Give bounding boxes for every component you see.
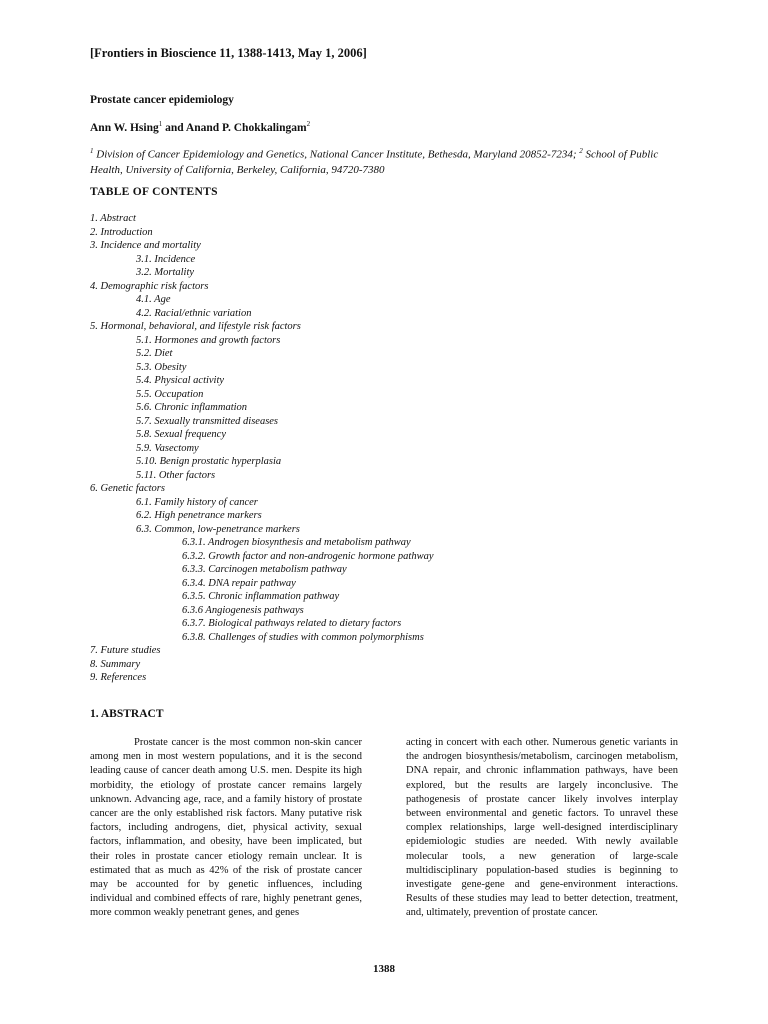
toc-item: 6.3.7. Biological pathways related to dietary factors	[182, 618, 402, 629]
author-name: Anand P. Chokkalingam	[185, 121, 307, 134]
toc-item: 5.4. Physical activity	[136, 375, 225, 386]
toc-item: 5.3. Obesity	[136, 361, 187, 373]
toc-item: 6.3.6 Angiogenesis pathways	[182, 604, 304, 616]
toc-item: 4. Demographic risk factors	[90, 280, 209, 292]
affiliation-marker: 2	[306, 120, 311, 128]
toc-item: 5.1. Hormones and growth factors	[136, 334, 281, 346]
toc-item: 5.6. Chronic inflammation	[136, 402, 248, 413]
toc-item: 7. Future studies	[90, 645, 161, 656]
toc-item: 6.3.2. Growth factor and non-androgenic hormone pathway	[182, 550, 434, 562]
affiliation-marker: 1	[158, 120, 163, 128]
toc-item: 6.3.5. Chronic inflammation pathway	[182, 591, 340, 602]
author-name: Ann W. Hsing	[90, 121, 159, 134]
author-line	[90, 120, 310, 134]
toc-item: 5.2. Diet	[136, 348, 173, 359]
toc-item: 5.5. Occupation	[136, 388, 204, 400]
affiliation-text: Division of Cancer Epidemiology and Genetics, National Cancer Institute, Bethesda, Maryland 20852-7234;	[93, 148, 580, 161]
abstract-column-right: acting in concert with each other. Numerous genetic variants in the androgen biosynthesis/metabolism, carcinogen metabolism, DNA repair, and chronic inflammation pathways, have been explored, but the results are largely inconclusive. The pathogenesis of prostate cancer likely involves interplay between environmental and genetic factors. To unravel these complex relationships, large well-designed interdisciplinary epidemiologic studies are needed. With newly available molecular tools, a new generation of large-scale multidisciplinary population-based studies is beginning to investigate gene-gene and gene-environment interactions. Results of these studies may lead to better detection, treatment, and, ultimately, prevention of prostate cancer.	[406, 737, 678, 919]
toc-item: 3.2. Mortality	[136, 267, 195, 278]
table-of-contents	[90, 212, 690, 685]
affiliations	[90, 144, 678, 178]
toc-item: 6.3.4. DNA repair pathway	[182, 577, 296, 589]
toc-item: 6. Genetic factors	[90, 483, 165, 494]
affiliation-marker: 2	[579, 147, 583, 155]
toc-item: 4.2. Racial/ethnic variation	[136, 307, 252, 319]
affiliation-marker: 1	[90, 147, 94, 155]
toc-item: 3. Incidence and mortality	[90, 240, 201, 251]
toc-item: 6.3.8. Challenges of studies with common polymorphisms	[182, 631, 424, 643]
toc-item: 6.3.1. Androgen biosynthesis and metabolism pathway	[182, 537, 411, 548]
toc-item: 6.3.3. Carcinogen metabolism pathway	[182, 564, 347, 575]
page-number: 1388	[373, 963, 395, 975]
toc-item: 5.10. Benign prostatic hyperplasia	[136, 456, 282, 467]
section-heading-abstract: 1. ABSTRACT	[90, 708, 164, 720]
toc-item: 8. Summary	[90, 658, 141, 670]
toc-item: 5.9. Vasectomy	[136, 442, 199, 454]
toc-item: 2. Introduction	[90, 226, 153, 238]
toc-item: 5.7. Sexually transmitted diseases	[136, 415, 279, 427]
affiliation-text: School of Public Health, University of California, Berkeley, California, 94720-7380	[90, 148, 659, 176]
toc-item: 3.1. Incidence	[136, 253, 196, 265]
toc-item: 6.1. Family history of cancer	[136, 496, 258, 508]
journal-reference: [Frontiers in Bioscience 11, 1388-1413, May 1, 2006]	[90, 46, 367, 60]
toc-item: 6.3. Common, low-penetrance markers	[136, 523, 300, 535]
toc-item: 5.11. Other factors	[136, 469, 216, 481]
article-title: Prostate cancer epidemiology	[90, 94, 234, 106]
toc-item: 4.1. Age	[136, 294, 171, 305]
toc-item: 6.2. High penetrance markers	[136, 510, 262, 521]
author-join: and	[162, 121, 186, 134]
abstract-column-left: Prostate cancer is the most common non-skin cancer among men in most western populations, and it is the second leading cause of cancer death among U.S. men. Despite its high morbidity, the etiology of prostate cancer remains largely unknown. Advancing age, race, and a family history of prostate cancer are the only established risk factors. Many putative risk factors, including androgens, diet, physical activity, sexual factors, inflammation, and obesity, have been implicated, but their roles in prostate cancer etiology remain unclear. It is estimated that as much as 42% of the risk of prostate cancer may be accounted for by genetic influences, including individual and combined effects of rare, highly penetrant genes, more common weakly penetrant genes, and genes	[90, 737, 362, 919]
toc-item: 5.8. Sexual frequency	[136, 429, 226, 440]
toc-item: 5. Hormonal, behavioral, and lifestyle risk factors	[90, 321, 301, 332]
toc-item: 1. Abstract	[90, 213, 136, 224]
toc-heading: TABLE OF CONTENTS	[90, 186, 218, 198]
toc-item: 9. References	[90, 672, 147, 683]
